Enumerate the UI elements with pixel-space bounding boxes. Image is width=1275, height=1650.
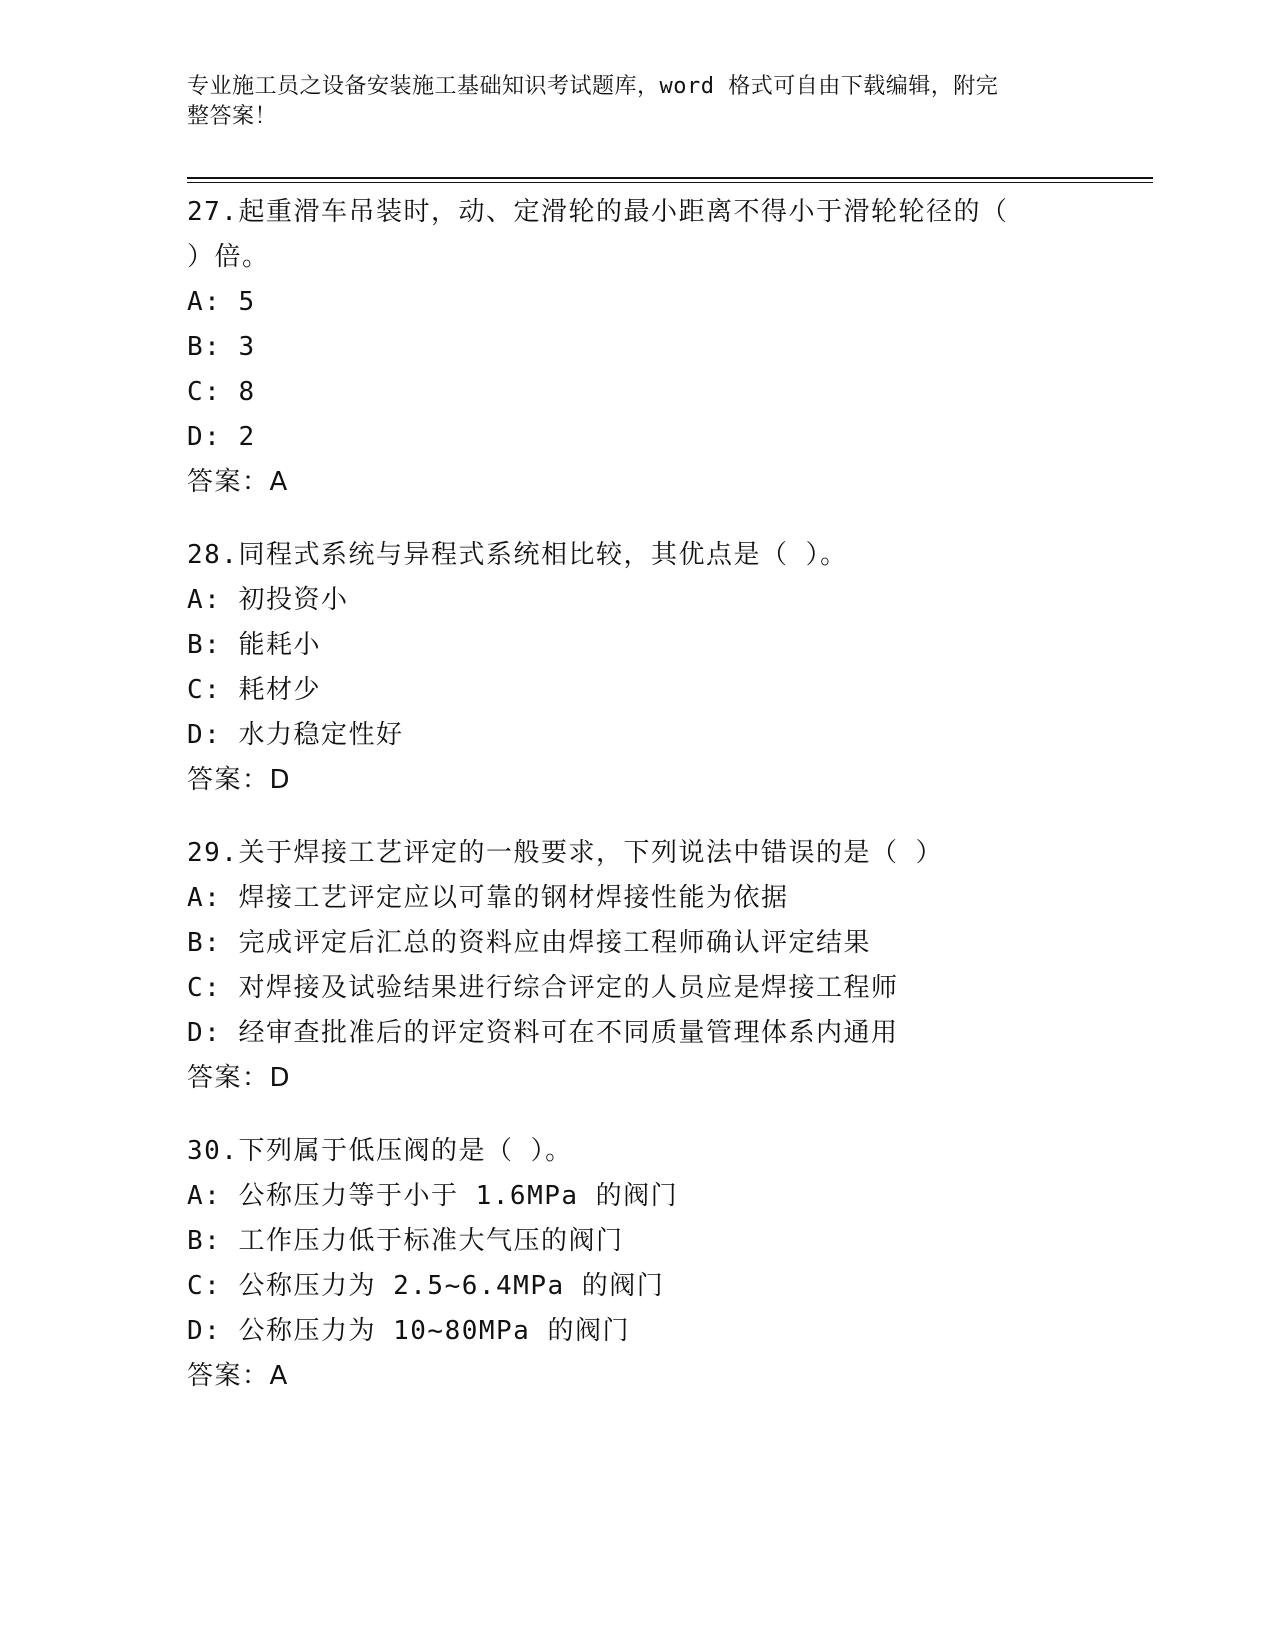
option-b: B: 工作压力低于标准大气压的阀门	[187, 1226, 624, 1256]
question-stem: 27.起重滑车吊装时，动、定滑轮的最小距离不得小于滑轮轮径的（	[187, 197, 1009, 227]
header-divider-thin	[187, 182, 1153, 183]
option-c: C: 8	[187, 377, 256, 407]
option-b: B: 能耗小	[187, 630, 321, 660]
option-a: A: 5	[187, 287, 256, 317]
header-line-2: 整答案！	[187, 104, 278, 129]
question-stem-continued: ）倍。	[187, 242, 270, 272]
header-line-1: 专业施工员之设备安装施工基础知识考试题库，word 格式可自由下载编辑，附完	[187, 74, 999, 99]
option-d: D: 公称压力为 10~80MPa 的阀门	[187, 1316, 630, 1346]
answer-line: 答案：D	[187, 765, 292, 795]
option-d: D: 经审查批准后的评定资料可在不同质量管理体系内通用	[187, 1018, 899, 1048]
option-c: C: 公称压力为 2.5~6.4MPa 的阀门	[187, 1271, 665, 1301]
question-stem: 28.同程式系统与异程式系统相比较，其优点是（ ）。	[187, 540, 848, 570]
option-a: A: 初投资小	[187, 585, 349, 615]
question-stem: 29.关于焊接工艺评定的一般要求，下列说法中错误的是（ ）	[187, 838, 944, 868]
question-29	[187, 831, 1127, 1101]
option-c: C: 对焊接及试验结果进行综合评定的人员应是焊接工程师	[187, 973, 899, 1003]
answer-line: 答案：A	[187, 1361, 289, 1391]
option-a: A: 公称压力等于小于 1.6MPa 的阀门	[187, 1181, 679, 1211]
option-b: B: 3	[187, 332, 256, 362]
option-d: D: 2	[187, 422, 256, 452]
document-header	[187, 72, 1067, 132]
question-list	[187, 190, 1127, 1427]
answer-line: 答案：A	[187, 467, 289, 497]
question-30	[187, 1129, 1127, 1399]
question-27	[187, 190, 1127, 505]
answer-line: 答案：D	[187, 1063, 292, 1093]
option-c: C: 耗材少	[187, 675, 321, 705]
question-stem: 30.下列属于低压阀的是（ ）。	[187, 1136, 573, 1166]
option-a: A: 焊接工艺评定应以可靠的钢材焊接性能为依据	[187, 883, 789, 913]
option-b: B: 完成评定后汇总的资料应由焊接工程师确认评定结果	[187, 928, 871, 958]
header-divider-thick	[187, 177, 1153, 179]
question-28	[187, 533, 1127, 803]
option-d: D: 水力稳定性好	[187, 720, 404, 750]
